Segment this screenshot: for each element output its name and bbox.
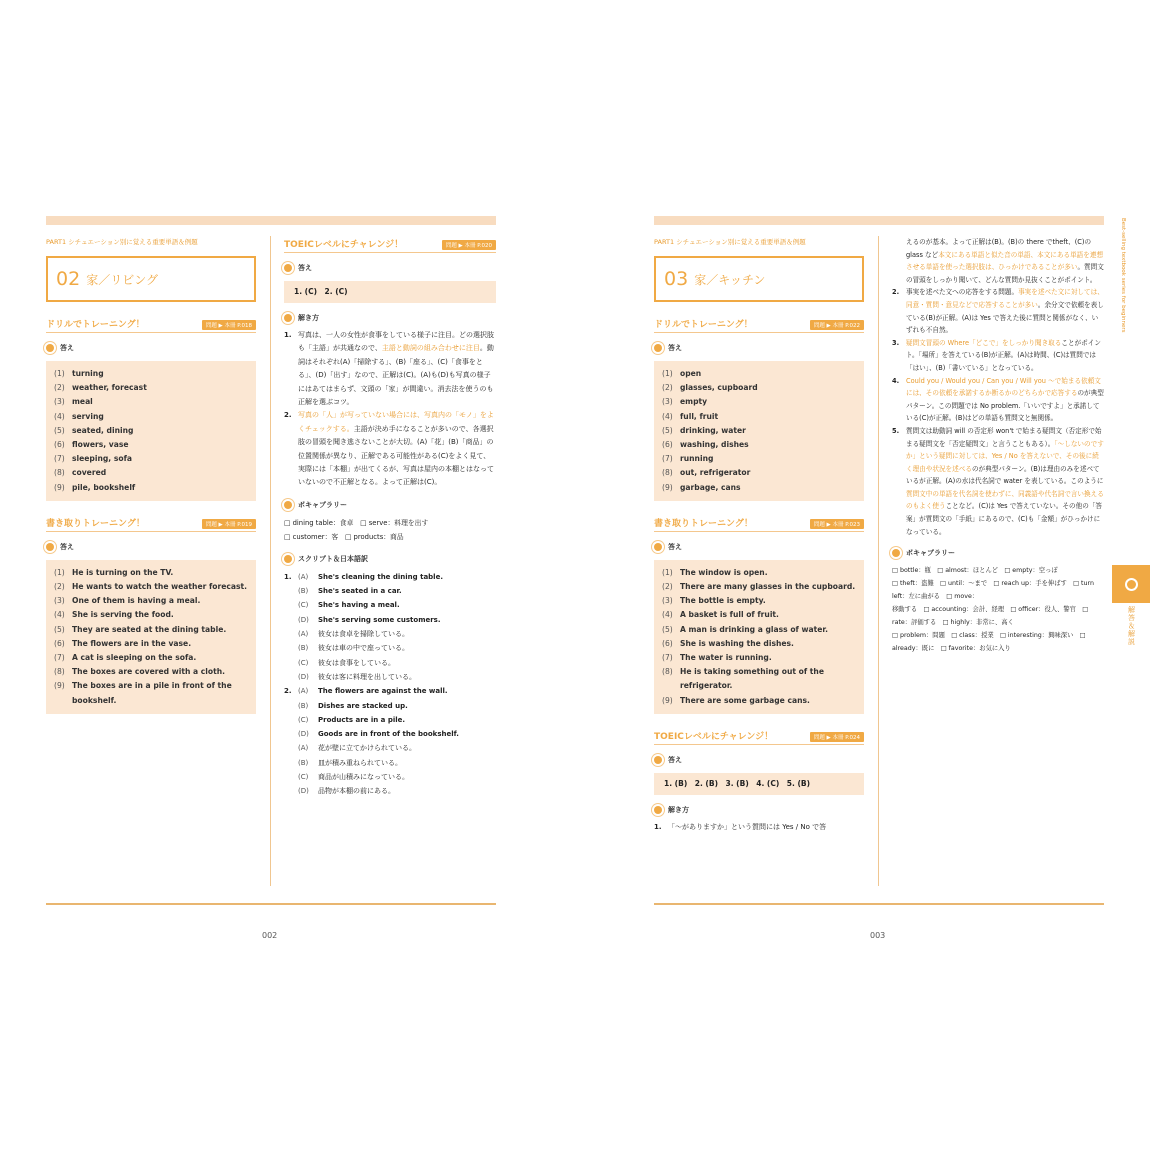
list-item: (8) out, refrigerator	[662, 468, 751, 478]
list-item: (3) One of them is having a meal.	[54, 596, 201, 606]
script-subheading: スクリプト＆日本語訳	[284, 554, 496, 564]
toeic-answer-box: 1. (C) 2. (C)	[284, 281, 496, 303]
vocabulary-list: □ dining table：食卓 □ serve：料理を出す □ customer：客 □ products：商品	[284, 518, 429, 541]
sun-bullet-icon	[654, 806, 662, 814]
column-divider	[878, 236, 879, 886]
bottom-rule	[654, 903, 1104, 905]
drill-answer-box	[654, 361, 864, 501]
vocabulary-subheading: ボキャブラリー	[892, 548, 1104, 558]
sun-bullet-icon	[892, 549, 900, 557]
right-column	[284, 236, 496, 799]
list-item: (1) turning	[54, 369, 104, 378]
list-item: (2) There are many glasses in the cupboard.	[662, 582, 856, 592]
side-tab-label: 解答＆解説	[1128, 606, 1135, 646]
toeic-section-header	[284, 236, 496, 253]
sun-bullet-icon	[284, 555, 292, 563]
toeic-section-title: TOEICレベルにチャレンジ！	[654, 731, 774, 742]
answer-subheading: 答え	[284, 263, 496, 273]
chapter-number: 02	[56, 268, 81, 290]
list-item: (2) glasses, cupboard	[662, 383, 758, 393]
dictation-answer-box	[46, 560, 256, 714]
chapter-title: 家／リビング	[86, 272, 158, 287]
page-number: 002	[262, 931, 278, 940]
list-item: (8) covered	[54, 468, 107, 478]
list-item: (8) He is taking something out of the refrigerator.	[662, 667, 824, 691]
answer-subheading: 答え	[46, 542, 256, 552]
left-page	[46, 0, 496, 1150]
list-item: (3) The bottle is empty.	[662, 596, 766, 606]
sun-bullet-icon	[284, 501, 292, 509]
list-item: (4) She is serving the food.	[54, 610, 174, 620]
list-item: (7) sleeping, sofa	[54, 454, 132, 464]
list-item: (3) empty	[662, 397, 708, 407]
dictation-section-header	[654, 515, 864, 532]
toeic-section-title: TOEICレベルにチャレンジ！	[284, 240, 404, 250]
list-item: (4) full, fruit	[662, 411, 719, 421]
bottom-rule	[46, 903, 496, 905]
drill-section-header	[46, 316, 256, 333]
sun-bullet-icon	[654, 344, 662, 352]
page-ref-badge: 問題 ▶ 本冊 P.022	[810, 320, 864, 330]
lightbulb-icon	[1125, 578, 1138, 591]
answer-subheading: 答え	[654, 343, 864, 353]
vocabulary-list: □ bottle：瓶 □ almost：ほとんど □ empty：空っぽ □ theft：盗難 □ until：～まで □ reach up：手を伸ばす □ turn left：左に曲がる □ move： 移動する □ accounting：会計、経理 □ officer：役人、警官 □ rate：評価する □ highly：非常に、高く □ problem：問題 □ class：授業 □ interesting：興味深い □ already：既に □ favorite：お気に入り	[892, 567, 1094, 653]
list-item: (7) The water is running.	[662, 653, 772, 663]
dictation-answer-box	[654, 560, 864, 714]
list-item: (5) drinking, water	[662, 425, 746, 435]
list-item: (9) There are some garbage cans.	[662, 695, 810, 705]
page-ref-badge: 問題 ▶ 本冊 P.024	[810, 732, 864, 742]
list-item: (6) She is washing the dishes.	[662, 638, 794, 648]
list-item: (1) open	[662, 369, 702, 378]
explanation-subheading: 解き方	[654, 805, 864, 815]
list-item: (5) They are seated at the dining table.	[54, 624, 227, 634]
top-bar	[654, 216, 1104, 225]
answer-subheading: 答え	[46, 343, 256, 353]
drill-answer-box	[46, 361, 256, 501]
right-column	[892, 236, 1104, 655]
toeic-answer-box: 1. (B) 2. (B) 3. (B) 4. (C) 5. (B)	[654, 773, 864, 795]
list-item: (6) The flowers are in the vase.	[54, 638, 192, 648]
chapter-title: 家／キッチン	[694, 272, 766, 287]
list-item: (8) The boxes are covered with a cloth.	[54, 667, 226, 677]
drill-section-title: ドリルでトレーニング！	[654, 320, 753, 330]
running-head: PART1 シチュエーション別に覚える重要単語＆例題	[654, 238, 806, 246]
list-item: (4) serving	[54, 411, 104, 421]
drill-section-title: ドリルでトレーニング！	[46, 320, 145, 330]
sun-bullet-icon	[46, 344, 54, 352]
list-item: (3) meal	[54, 397, 93, 407]
list-item: (5) seated, dining	[54, 425, 134, 435]
sun-bullet-icon	[284, 264, 292, 272]
explanation-continued: えるのが基本。よって正解は(B)。(B)の there でtheft、(C)の glass など本文にある単語と似た音の単語、本文にある単語を連想させる単語を使った選択肢は、ひっかけであることが多い。質問文の冒頭をしっかり聞いて、どんな質問か見抜くことがポイント。 2. 事実を述べた文への応答をする問題。事実を述べた文に対しては、同意・質問・意見などで応答することが多い。余分文で依頼を表している(B)が正解。(A)は Yes で答えた後に質問と関係がなく、いずれも不自然。 3. 疑問文冒頭の Where「どこで」をしっかり聞き取ることがポイント。「場所」を答えている(B)が正解。(A)は時間、(C)は質問では「はい」、(B)「書いている」となっている。 4. Could you / Would you / Can you / Will you ～で始まる依頼文には、その依頼を承諾するか断るかのどちらかで応答するのが典型パターン。この問題では No problem.「いいですよ」と承諾している(C)が正解。(B)はどの単語も質問文と無関係。 5. 質問文は助動詞 will の否定形 won't で始まる疑問文（否定形で始まる疑問文を「否定疑問文」と言うこともある）。「～しないのですか」という疑問に対しては、Yes / No を答えないで、その後に続く理由や状況を述べるのが典型パターン。(B)は理由のみを述べているが正解。(A)の水は代名詞で water を表している。このように質問文中の単語を代名詞を使わずに、同義語や代名詞で言い換えるのもよく使うことなど。(C)は Yes で答えていない。その他の「答案」が質問文の「手紙」にあるので、(C)も「金額」がひっかけになっている。	[892, 238, 1104, 536]
list-item: (1) The window is open.	[662, 567, 768, 577]
page-ref-badge: 問題 ▶ 本冊 P.018	[202, 320, 256, 330]
top-bar	[46, 216, 496, 225]
list-item: (9) garbage, cans	[662, 482, 741, 492]
left-column	[654, 236, 864, 834]
sun-bullet-icon	[46, 543, 54, 551]
sun-bullet-icon	[654, 543, 662, 551]
answer-subheading: 答え	[654, 542, 864, 552]
dictation-section-header	[46, 515, 256, 532]
script-list: 1. (A) She's cleaning the dining table. (B) She's seated in a car. (C) She's having a meal. (D) She's serving some customers. (A) 彼女は食卓を掃除している。 (B) 彼女は車の中で座っている。 (C) 彼女は食事をしている。 (D) 彼女は客に料理を出している。 2. (A) The flowers are against the wall. (B) Dishes are stacked up. (C) Products are in a pile. (D) Goods are in front of the bookshelf. (A) 花が壁に立てかけられている。 (B) 皿が積み重ねられている。 (C) 商品が山積みになっている。 (D) 品物が本棚の前にある。	[284, 572, 459, 796]
page-ref-badge: 問題 ▶ 本冊 P.019	[202, 519, 256, 529]
list-item: (2) weather, forecast	[54, 383, 147, 393]
sun-bullet-icon	[284, 314, 292, 322]
explanation-subheading: 解き方	[284, 313, 496, 323]
dictation-section-title: 書き取りトレーニング！	[654, 518, 753, 529]
right-page	[654, 0, 1104, 1150]
chapter-title-box	[46, 256, 256, 302]
explanation: 1. 写真は、一人の女性が食事をしている様子に注目。どの選択肢も「主語」が共通なので、主語と動詞の組み合わせに注目。動詞はそれぞれ(A)「掃除する」、(B)「座る」、(C)「食事をとる」、(D)「出す」なので、正解は(C)。(A)も(D)も写真の様子にはあてはまらず、文頭の「家」が間違い。消去法を使うのも正解を選ぶコツ。 2. 写真の「人」が写っていない場合には、写真内の「モノ」をよくチェックする。主語が決め手になることが多いので、各選択肢の冒頭を聞き逃さないことが大切。(A)「花」(B)「商品」の位置関係が異なり、正解である可能性がある(C)をよく見て、実際には「本棚」が出てくるが、写真は屋内の本棚とはなっていないので不正解となる。よって正解は(C)。	[284, 331, 494, 487]
list-item: (1) He is turning on the TV.	[54, 567, 174, 577]
dictation-section-title: 書き取りトレーニング！	[46, 518, 145, 529]
column-divider	[270, 236, 271, 886]
vocabulary-subheading: ボキャブラリー	[284, 500, 496, 510]
chapter-title-box	[654, 256, 864, 302]
list-item: (4) A basket is full of fruit.	[662, 610, 779, 620]
list-item: (2) He wants to watch the weather forecast.	[54, 582, 248, 592]
page-ref-badge: 問題 ▶ 本冊 P.020	[442, 240, 496, 250]
list-item: (7) running	[662, 454, 714, 464]
answer-subheading: 答え	[654, 755, 864, 765]
page-ref-badge: 問題 ▶ 本冊 P.023	[810, 519, 864, 529]
list-item: (9) The boxes are in a pile in front of the bookshelf.	[54, 681, 232, 705]
chapter-number: 03	[664, 268, 689, 290]
side-vertical-text: Best-selling textbook series for beginners	[1120, 218, 1126, 333]
list-item: (5) A man is drinking a glass of water.	[662, 624, 828, 634]
list-item: (9) pile, bookshelf	[54, 482, 136, 492]
page-number: 003	[870, 931, 886, 940]
side-tab	[1112, 565, 1150, 603]
sun-bullet-icon	[654, 756, 662, 764]
list-item: (6) flowers, vase	[54, 440, 129, 450]
left-column	[46, 236, 256, 714]
toeic-section-header	[654, 728, 864, 745]
running-head: PART1 シチュエーション別に覚える重要単語＆例題	[46, 238, 198, 246]
list-item: (6) washing, dishes	[662, 440, 749, 450]
explanation: 1. 「～がありますか」という質問には Yes / No で答	[654, 822, 827, 831]
list-item: (7) A cat is sleeping on the sofa.	[54, 653, 197, 663]
drill-section-header	[654, 316, 864, 333]
